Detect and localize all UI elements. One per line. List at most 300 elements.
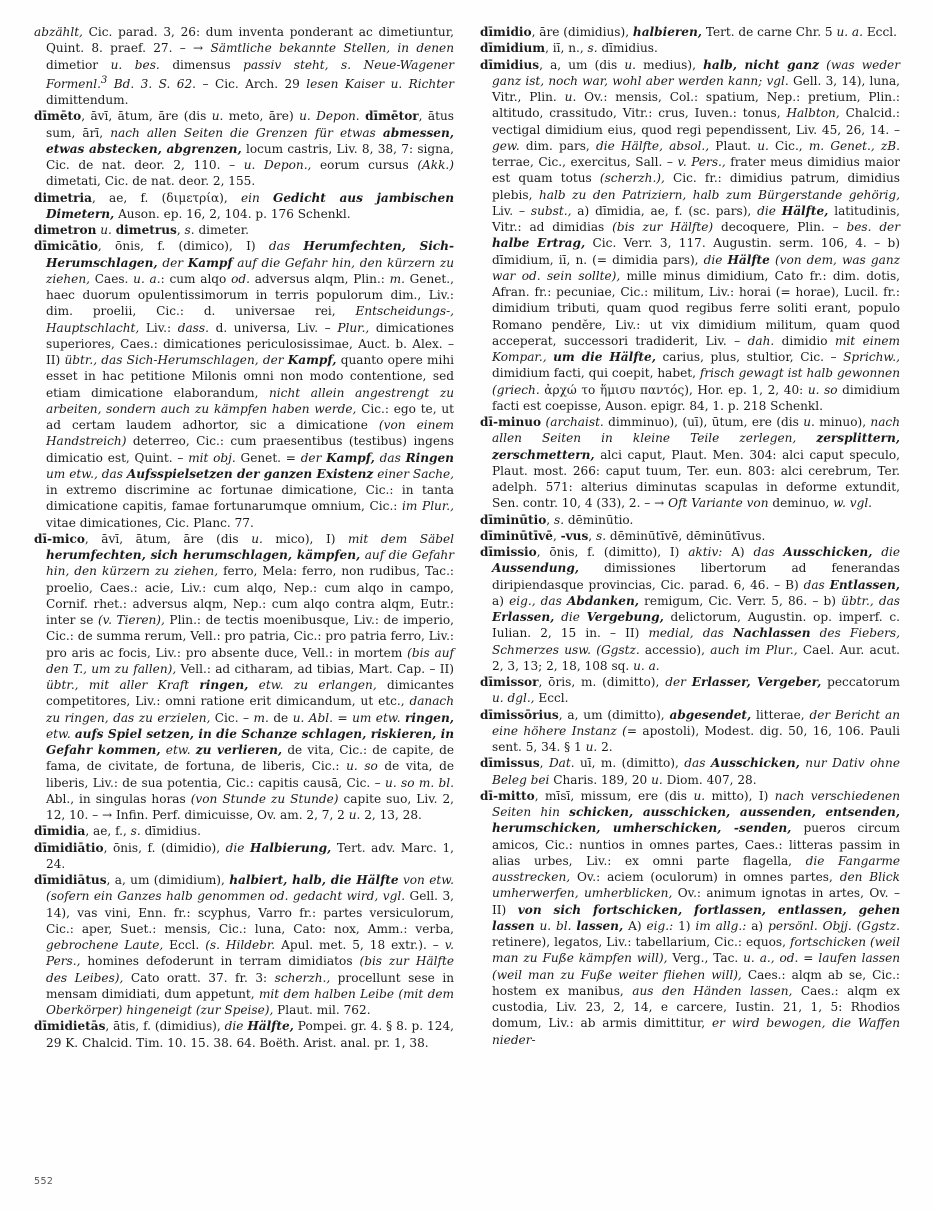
entry-text: u. Depon., xyxy=(243,158,312,173)
entry-text: den Blick umherwerfen, umherblicken, xyxy=(492,870,900,901)
entry-text: alci caput, Plaut. Men. 304: alci caput speculo, Plaut. most. 266: caput tuum, Ter. eun. 803: alci cerebrum, Ter. adelph. 571: alterius diminutas scapulas in deforme extundit, Sen. contr. 10, 4 (33), 2. – → xyxy=(492,447,900,511)
entry-text: u. xyxy=(624,57,636,72)
dictionary-entry xyxy=(34,872,454,1018)
entry-text: mit obj. xyxy=(188,450,236,465)
entry-text: (von dem, was ganz war od. sein sollte), xyxy=(492,252,900,283)
entry-headword: dimetrus xyxy=(115,223,177,238)
entry-text: Kampf, xyxy=(287,353,337,368)
entry-text: mit dem halben Leibe (mit dem Oberkörper) hingeneigt (zur Speise), xyxy=(46,986,454,1018)
entry-text: Kampf, xyxy=(326,450,375,465)
entry-text: eorum cursus xyxy=(311,158,418,173)
entry-text: mille minus dimidium, Cato fr.: dim. dotis, Afran. fr.: pecuniae, Cic.: militum, Liv.: horai (= horae), Lucil. fr.: dimidium tributi, quam quod regibus ferre soliti erant, populo Romano pendĕre, Liv.: ut vix dimidium militum, quam quod acceperat, successori tradiderit, Liv. – xyxy=(492,268,900,348)
entry-text: Hälfte, xyxy=(247,1019,294,1034)
entry-text: (von einem Handstreich) xyxy=(46,418,455,449)
page-number: 552 xyxy=(34,1176,54,1187)
entry-text: um etw., das xyxy=(46,466,127,481)
entry-headword: -vus xyxy=(560,528,589,543)
entry-text: (von Stunde zu Stunde) xyxy=(190,791,339,806)
entry-text: ringen, xyxy=(405,710,454,725)
entry-text: litterae, xyxy=(751,707,810,722)
entry-headword: dīmissus xyxy=(480,756,540,771)
entry-text: gew. xyxy=(492,138,520,153)
entry-text: (bis zur Hälfte des Leibes), xyxy=(46,954,454,985)
entry-text: Cic.: ego te, ut ad certam laudem adhortor, sic a dimicatione xyxy=(46,401,454,433)
entry-headword: dīmissōrius xyxy=(480,707,559,722)
entry-text: Caes.: alqm ex custodia, Liv. 23, 2, 14, e carcere, Iustin. 21, 1, 5: Rhodios domum, Liv.: ab armis dimittitur, xyxy=(492,983,900,1031)
entry-text: u. a., od. xyxy=(743,951,799,966)
entry-text: die Hälfte, absol., xyxy=(595,138,710,153)
entry-text: die xyxy=(703,252,728,267)
entry-text: subst., xyxy=(530,203,572,218)
entry-text: = xyxy=(332,710,353,725)
entry-text: dimminuo), (uī), ūtum, ere (dis xyxy=(603,415,804,429)
entry-text: , mīsī, missum, ere (dis xyxy=(534,788,694,803)
entry-text: übtr., das xyxy=(841,593,900,608)
entry-headword: dimetron xyxy=(34,223,97,238)
entry-text: dimicantes competitores, Liv.: omni ratione erit dimicandum, ut etc., xyxy=(46,678,454,709)
entry-text: de xyxy=(268,710,293,725)
entry-headword: dīmidia xyxy=(34,824,86,839)
entry-text: , a, um (dimidium), xyxy=(106,873,230,888)
entry-text: Vergebung, xyxy=(586,610,664,624)
entry-text: carius, plus, stultior, Cic. – xyxy=(655,350,844,364)
entry-text: u. so m. bl. xyxy=(385,775,454,790)
entry-text: des Fiebers, Schmerzes usw. (Ggstz. xyxy=(492,626,900,657)
entry-text: Tert. de carne Chr. 5 xyxy=(701,25,837,39)
entry-text: Eccl. xyxy=(163,938,206,953)
dictionary-entry xyxy=(34,823,454,839)
entry-text: Diom. 407, 28. xyxy=(662,772,757,787)
entry-text: schicken, ausschicken, aussenden, entsenden, herumschicken, umherschicken, -senden, xyxy=(492,805,900,836)
entry-text: das xyxy=(374,450,406,465)
entry-text: Bd. 3. S. 62. xyxy=(107,76,197,91)
entry-headword: dī-minuo xyxy=(480,415,542,429)
entry-text: Hälfte, xyxy=(781,203,829,218)
entry-text: (bis auf den T., um zu fallen), xyxy=(46,645,454,676)
entry-text: halbiert, halb, die Hälfte xyxy=(229,873,399,888)
entry-text: dimidium facti est coepisse, Auson. epigr. 84, 1. p. 218 Schenkl. xyxy=(492,382,900,413)
right-text-column xyxy=(480,24,900,1154)
entry-text: das xyxy=(753,545,784,559)
entry-text: u. xyxy=(693,788,706,803)
entry-text: Eccl. xyxy=(863,25,897,39)
entry-text: m. Genet., zB. xyxy=(808,138,900,153)
entry-text: das xyxy=(803,577,830,592)
entry-text: halb, nicht ganz xyxy=(703,57,820,72)
dictionary-entry xyxy=(480,512,900,528)
entry-text: u. so xyxy=(346,759,378,774)
entry-headword: dimetria xyxy=(34,190,92,205)
entry-text: nicht allein angestrengt zu arbeiten, sondern auch zu kämpfen haben werde, xyxy=(46,385,454,416)
entry-text: dēminūtio. xyxy=(564,512,634,527)
entry-text: 1) xyxy=(673,918,696,933)
entry-headword: dīminūtīvē xyxy=(480,528,553,543)
entry-headword: dīmēto xyxy=(34,109,82,124)
entry-text: u. xyxy=(757,138,769,153)
entry-text: , āre (dimidius), xyxy=(531,25,633,39)
entry-text: s. xyxy=(184,223,195,238)
entry-text: ferro, Mela: ferro, non rudibus, Tac.: proelio, Caes.: acie, Liv.: cum alqo, Nep.: cum alqo in campo, Cornif. rhet.: adversus alqm, Nep.: cum alqo contra alqm, Eutr.: inter se xyxy=(46,564,454,628)
entry-text: zersplittern, zerschmettern, xyxy=(492,431,900,462)
entry-text: eig., das xyxy=(509,593,567,608)
entry-text: latitudinis, Vitr.: ad dimidias xyxy=(492,203,900,234)
entry-text: Plin.: de tectis moenibusque, Liv.: de imperio, Cic.: de summa rerum, Vell.: pro patria, Cic.: pro patria ferro, Liv.: pro aris ac focis, Liv.: pro absente duce, Vell.: in mortem xyxy=(46,613,454,660)
entry-text: abzählt, xyxy=(34,25,83,39)
entry-text: adversus alqm, Plin.: xyxy=(249,271,390,286)
entry-text: aktiv: xyxy=(688,545,723,559)
entry-text: v. Pers., xyxy=(46,938,454,969)
entry-text: halbieren, xyxy=(632,25,702,39)
entry-headword: dī-mitto xyxy=(480,788,535,803)
entry-text: , a, um (dis xyxy=(539,57,625,72)
entry-text: Kampf xyxy=(187,255,233,270)
entry-text: A) xyxy=(722,545,754,559)
entry-text: frisch gewagt ist halb gewonnen (griech. xyxy=(492,366,900,397)
entry-text: lesen Kaiser u. Richter xyxy=(306,76,454,91)
entry-text: das xyxy=(268,239,304,254)
entry-text: der Bericht an eine höhere Instanz (= xyxy=(492,707,900,738)
entry-headword: dīmidiātio xyxy=(34,840,104,855)
entry-text: er wird bewogen, die Waffen nieder- xyxy=(492,1016,900,1047)
entry-text: , ōnis, f. (dimidio), xyxy=(103,840,226,855)
entry-text: Tert. adv. Marc. 1, 24. xyxy=(46,840,454,871)
entry-text: abmessen, etwas abstecken, abgrenzen, xyxy=(46,125,454,156)
entry-text: auf die Gefahr hin, den kürzern zu ziehen, xyxy=(46,548,454,579)
entry-headword: dīmidium xyxy=(480,41,546,56)
entry-text: dimidio xyxy=(774,333,835,348)
entry-text: mitto), I) xyxy=(705,788,775,803)
entry-text: , xyxy=(539,756,549,771)
entry-text: Cic., xyxy=(768,138,809,153)
entry-text: halbe Ertrag, xyxy=(492,236,586,251)
entry-text: Ausschicken, xyxy=(710,756,800,771)
entry-text: u. xyxy=(251,531,263,546)
entry-headword: dīmissio xyxy=(480,545,537,559)
entry-text: im allg.: xyxy=(695,918,747,933)
entry-text: im Plur., xyxy=(402,499,454,514)
entry-text: etw. xyxy=(160,743,196,758)
entry-text: peccatorum xyxy=(821,675,900,689)
entry-text: deminuo, xyxy=(768,496,834,511)
entry-text: u. xyxy=(803,415,815,429)
entry-text: a) xyxy=(746,918,769,933)
entry-text: herumfechten, sich herumschlagen, kämpfen, xyxy=(46,548,361,563)
entry-text: die xyxy=(224,1019,248,1034)
entry-text: ein xyxy=(240,190,274,205)
entry-text: vitae dimicationes, Cic. Planc. 77. xyxy=(46,515,254,530)
entry-text: u. dgl., xyxy=(492,691,535,706)
entry-text: passiv steht, s. Neue-Wagener Formenl. xyxy=(46,57,454,91)
entry-text: u. a. xyxy=(633,658,660,673)
entry-text: Genet., haec duorum opulentissimorum in terris populorum dim., Liv.: dim. proelii, Cic.: d. universae rei, xyxy=(46,271,454,319)
dictionary-entry xyxy=(480,674,900,707)
entry-text: , a, um (dimitto), xyxy=(558,707,670,722)
entry-text: (scherzh.), xyxy=(599,171,665,186)
entry-text: u. a. xyxy=(133,271,161,286)
entry-text: minuo), xyxy=(814,415,871,429)
entry-text: die xyxy=(554,610,587,624)
entry-text: , xyxy=(176,223,185,238)
entry-text: Plur., xyxy=(337,320,370,335)
entry-text: s. xyxy=(553,512,565,527)
entry-text: , ātus sum, ārī, xyxy=(46,109,454,140)
entry-text: Cael. Aur. acut. 2, 3, 13; 2, 18, 108 sq. xyxy=(492,642,900,673)
entry-text: Cic. parad. 3, 26: dum inventa ponderant ac dimetiuntur, Quint. 8. praef. 27. – → xyxy=(46,25,454,56)
entry-text: Gell. 3, 14), luna, Vitr., Plin. xyxy=(492,73,900,104)
entry-text: Pompei. gr. 4. § 8. p. 124, 29 K. Chalcid. Tim. 10. 15. 38. 64. Boëth. Arist. anal. pr. 1, 38. xyxy=(46,1019,454,1050)
entry-text: dimeter. xyxy=(194,223,249,238)
entry-text: , ātis, f. (dimidius), xyxy=(105,1019,225,1034)
entry-text: auf die Gefahr hin, den kürzern zu ziehen, xyxy=(46,255,454,286)
dictionary-entry xyxy=(480,788,900,1048)
entry-text: medius), xyxy=(635,57,704,72)
entry-text: dimissiones libertorum ad fenerandas diripiendasque provincias, Cic. parad. 6, 46. – B) xyxy=(492,561,900,592)
entry-text: lassen, xyxy=(576,918,624,933)
entry-text: auch im Plur., xyxy=(710,642,798,657)
entry-text: Eccl. xyxy=(534,691,569,706)
entry-text: , ōris, m. (dimitto), xyxy=(538,675,666,689)
entry-text: Vell.: ad citharam, ad tibias, Mart. Cap. – II) xyxy=(176,661,454,676)
entry-text: etw. xyxy=(46,726,75,741)
entry-text: bes. der xyxy=(846,220,900,234)
entry-text: retinere), legatos, Liv.: tabellarium, Cic.: equos, xyxy=(492,935,790,949)
entry-text: 2. xyxy=(597,740,613,754)
dictionary-entry xyxy=(480,544,900,674)
dictionary-entry xyxy=(480,414,900,512)
entry-text: dimittendum. xyxy=(46,93,129,108)
entry-text: Verg., Tac. xyxy=(667,951,744,966)
dictionary-entry xyxy=(480,707,900,756)
entry-text: Ringen xyxy=(405,450,454,465)
entry-text: dīmidius. xyxy=(597,41,658,56)
entry-text: die xyxy=(757,203,782,218)
entry-text: Cic. Verr. 3, 117. Augustin. serm. 106, 4. – b) dīmidium, iī, n. (= dimidia pars), xyxy=(492,236,900,267)
entry-text: , ōnis, f. (dimico), I) xyxy=(97,239,269,254)
entry-text: , iī, n., xyxy=(545,41,588,56)
entry-text: u. xyxy=(585,740,598,754)
entry-text: in extremo discrimine ac fortunae dimicatione, Cic.: in tanta dimicatione capitis, famae fortunarumque omnium, Cic.: xyxy=(46,483,454,514)
entry-text: medial, das xyxy=(648,626,733,641)
entry-text: mico), I) xyxy=(262,531,349,546)
entry-text: dimidium facti, qui coepit, habet, xyxy=(492,366,700,381)
entry-text: Genet. = xyxy=(235,450,301,465)
entry-text: , āvī, ātum, āre (dis xyxy=(81,109,212,124)
dictionary-entry xyxy=(34,840,454,873)
entry-text: w. vgl. xyxy=(833,496,873,511)
entry-text: quanto opere mihi esset in hac petitione Milonis omni non modo contentione, sed etiam dimicatione elaborandum, xyxy=(46,353,454,400)
entry-text: pueros circum amicos, Cic.: nuntios in omnes partes, Caes.: litteras passim in alias urbes, Liv.: ex omni parte flagella, xyxy=(492,821,900,868)
entry-text: einer Sache, xyxy=(373,466,454,481)
entry-text: um die Hälfte, xyxy=(553,350,656,364)
entry-text: Chalcid.: vectigal dimidium eius, quod regi pependissent, Liv. 45, 26, 14. – xyxy=(492,106,900,137)
entry-text: die xyxy=(872,545,900,559)
entry-text: , ae, f. (διμετρία), xyxy=(91,190,241,205)
entry-text: capite suo, Liv. 2, 12, 10. – → Infin. Perf. dimicuisse, Ov. am. 2, 7, 2 xyxy=(46,791,454,823)
entry-text: mit einem Kompar., xyxy=(492,333,901,364)
entry-text: – Cic. Arch. 29 xyxy=(196,76,307,91)
dictionary-entry xyxy=(480,755,900,788)
entry-text: Abdanken, xyxy=(566,593,639,608)
entry-text: , xyxy=(588,528,596,543)
entry-text: Hälfte xyxy=(727,252,770,267)
entry-text: homines defoderunt in terram dimidiatos xyxy=(80,954,360,969)
entry-text: laufen lassen (weil man zu Fuße weiter fliehen will), xyxy=(492,951,901,982)
entry-text: (s. Hildebr. xyxy=(205,938,276,953)
entry-text: ἀρχώ το ἥμισυ παντός), Hor. ep. 1, 2, 40: xyxy=(539,382,808,397)
entry-text: Entlassen, xyxy=(829,577,900,592)
entry-text: aus den Händen lassen, xyxy=(632,983,793,998)
entry-text: Auson. ep. 16, 2, 104. p. 176 Schenkl. xyxy=(114,206,351,221)
entry-text: Liv.: xyxy=(139,320,178,335)
entry-text: 3 xyxy=(100,74,108,86)
entry-text: etw. zu erlangen, xyxy=(248,678,377,693)
entry-text: der xyxy=(665,675,692,689)
entry-text: accessio), xyxy=(639,642,711,657)
entry-text: das xyxy=(684,756,711,771)
entry-text: u. Depon. xyxy=(299,109,360,124)
entry-text: u. a. xyxy=(836,25,863,39)
entry-text: dimicationes superiores, Caes.: dimicationes periculosissimae, Auct. b. Alex. – II) xyxy=(46,320,454,368)
entry-text: Halbierung, xyxy=(250,840,332,855)
entry-text: , ōnis, f. (dimitto), I) xyxy=(536,545,689,559)
entry-text: 2, 13, 28. xyxy=(360,808,422,823)
entry-text: gebrochene Laute, xyxy=(46,938,164,953)
entry-text: dimetior xyxy=(46,57,111,72)
entry-text: Caes. xyxy=(89,271,134,286)
entry-text: u. xyxy=(211,109,224,124)
entry-text: Abl., in singulas horas xyxy=(46,791,191,806)
dictionary-entry xyxy=(34,222,454,238)
entry-text: Gell. 3, 14), vas vini, Enn. fr.: scyphus, Varro fr.: partes versiculorum, Cic.: aper, Suet.: mensis, Cic.: luna, Cato: nox, Amm.: verba, xyxy=(46,889,454,936)
entry-text: fortschicken (weil man zu Fuße kämpfen will), xyxy=(492,935,901,966)
entry-text: (v. Tieren), xyxy=(97,613,165,628)
dictionary-entry xyxy=(480,40,900,56)
entry-text: Herumfechten, Sich-Herumschlagen, xyxy=(46,239,454,270)
entry-headword: dī-mico xyxy=(34,531,85,546)
entry-text: von etw. (sofern ein Ganzes halb genommen od. gedacht wird, vgl. xyxy=(46,873,454,904)
entry-text: nach allen Seiten die Grenzen für etwas xyxy=(110,125,383,140)
entry-text: dimensus xyxy=(159,57,244,72)
dictionary-entry xyxy=(34,238,454,531)
entry-text: remigum, Cic. Verr. 5, 86. – b) xyxy=(639,593,842,608)
entry-text: , ae, f., xyxy=(85,824,131,839)
entry-text: die xyxy=(225,840,251,855)
entry-text: nach allen Seiten in kleine Teile zerlegen, xyxy=(492,415,900,446)
dictionary-entry xyxy=(34,531,454,824)
entry-text: terrae, Cic., exercitus, Sall. – xyxy=(492,155,678,169)
entry-text: der xyxy=(300,450,327,465)
entry-text: locum castris, Liv. 8, 38, 7: signa, Cic. de nat. deor. 2, 110. – xyxy=(46,141,454,173)
entry-text: dah. xyxy=(747,333,775,348)
entry-text: aufs Spiel setzen, in die Schanze schlagen, riskieren, in Gefahr kommen, xyxy=(46,726,454,758)
entry-text: m. xyxy=(253,710,269,725)
entry-text: um etw. xyxy=(352,710,406,725)
entry-text: a) dīmidia, ae, f. (sc. pars), xyxy=(571,203,758,218)
entry-text: Oft Variante von xyxy=(668,496,769,511)
entry-text: Ov.: animum ignotas in artes, Ov. – II) xyxy=(492,886,900,917)
entry-text: Erlasser, Vergeber, xyxy=(691,675,822,689)
entry-text: Entscheidungs-, Hauptschlacht, xyxy=(46,304,454,335)
entry-text: nach verschiedenen Seiten hin xyxy=(492,788,900,819)
entry-text: , xyxy=(552,528,561,543)
entry-text: u. bes. xyxy=(110,57,160,72)
entry-text: Ov.: aciem (oculorum) in omnes partes, xyxy=(570,870,840,884)
entry-text: übtr., mit aller Kraft xyxy=(46,678,200,693)
entry-text: decoquere, Plin. – xyxy=(713,220,847,234)
entry-headword: dīmidietās xyxy=(34,1019,106,1034)
dictionary-entry xyxy=(34,1018,454,1051)
entry-text: (was weder ganz ist, noch war, wohl aber werden kann; vgl. xyxy=(492,57,900,88)
entry-text: meto, āre) xyxy=(223,109,300,124)
entry-text: (bis zur Hälfte) xyxy=(612,220,714,234)
entry-text: scherzh., xyxy=(274,970,331,985)
entry-text: Sämtliche bekannte Stellen, in denen xyxy=(210,41,454,56)
entry-text: Plaut. xyxy=(709,138,758,153)
entry-text: = xyxy=(798,951,819,966)
entry-text: dēminūtīvē, dēminūtīvus. xyxy=(606,528,766,543)
entry-text: d. universa, Liv. – xyxy=(208,320,338,335)
entry-text: u. xyxy=(651,772,663,787)
entry-text: Cato oratt. 37. fr. 3: xyxy=(123,970,275,985)
entry-text: de vita, de liberis, Liv.: de sua potentia, Cic.: capitis causā, Cic. – xyxy=(46,759,454,790)
entry-text: Gedicht aus jambischen Dimetern, xyxy=(46,190,454,221)
entry-text: od. xyxy=(231,271,250,286)
entry-text: abgesendet, xyxy=(669,707,752,722)
left-text-column xyxy=(34,24,454,1154)
entry-text: Nachlassen xyxy=(732,626,811,641)
entry-text: zu verlieren, xyxy=(195,743,283,758)
entry-text: a) xyxy=(492,593,510,608)
dictionary-entry xyxy=(34,108,454,189)
entry-text: Charis. 189, 20 xyxy=(549,772,652,787)
entry-text: u. so xyxy=(807,382,838,397)
entry-text: persönl. Objj. (Ggstz. xyxy=(768,918,900,933)
entry-headword: dīminūtio xyxy=(480,512,547,527)
entry-text: eig.: xyxy=(646,918,674,933)
entry-text: halb zu den Patriziern, halb zum Bürgerstande gehörig, xyxy=(538,187,900,202)
entry-text: s. xyxy=(130,824,141,839)
entry-text: dimetati, Cic. de nat. deor. 2, 155. xyxy=(46,174,256,189)
dictionary-entry xyxy=(480,24,900,40)
entry-text: die Fangarme ausstrecken, xyxy=(492,853,900,884)
dictionary-entry xyxy=(34,24,454,108)
entry-text: Apul. met. 5, 18 extr.). – xyxy=(275,938,445,953)
entry-text: delictorum, Augustin. op. imperf. c. Iulian. 2, 15 in. – II) xyxy=(492,610,900,641)
entry-text: Aufsspielsetzen der ganzen Existenz xyxy=(126,466,374,481)
entry-text: dīmidius. xyxy=(140,824,201,839)
entry-text: s. xyxy=(596,528,607,543)
entry-text: m. xyxy=(389,271,405,286)
entry-text: , āvī, ātum, āre (dis xyxy=(84,531,252,546)
entry-text: u. Abl. xyxy=(292,710,333,725)
entry-text: Ov.: mensis, Col.: spatium, Nep.: pretium, Plin.: altitudo, crassitudo, Vitr.: crus, Iuven.: tonus, xyxy=(492,90,900,121)
entry-text: Aussendung, xyxy=(492,561,579,576)
entry-text: , xyxy=(546,512,554,527)
entry-text: Sprichw., xyxy=(843,350,900,364)
entry-text: Dat. xyxy=(548,756,575,771)
entry-text: v. Pers., xyxy=(677,155,726,169)
entry-headword: dīmidius xyxy=(480,57,540,72)
entry-text: u. bl. xyxy=(534,918,577,933)
entry-text: der xyxy=(157,255,188,270)
dictionary-entry xyxy=(480,57,900,415)
entry-text: u. xyxy=(348,808,361,823)
entry-text: apostoli), Modest. dig. 50, 16, 106. Pauli sent. 5, 34. § 1 xyxy=(492,723,900,754)
entry-text: Cic. fr.: dimidius patrum, dimidius plebis, xyxy=(492,171,900,202)
entry-text: danach zu ringen, das zu erzielen, xyxy=(46,694,454,725)
entry-text: Liv. – xyxy=(492,203,531,218)
entry-text: übtr., das Sich-Herumschlagen, der xyxy=(64,353,288,368)
